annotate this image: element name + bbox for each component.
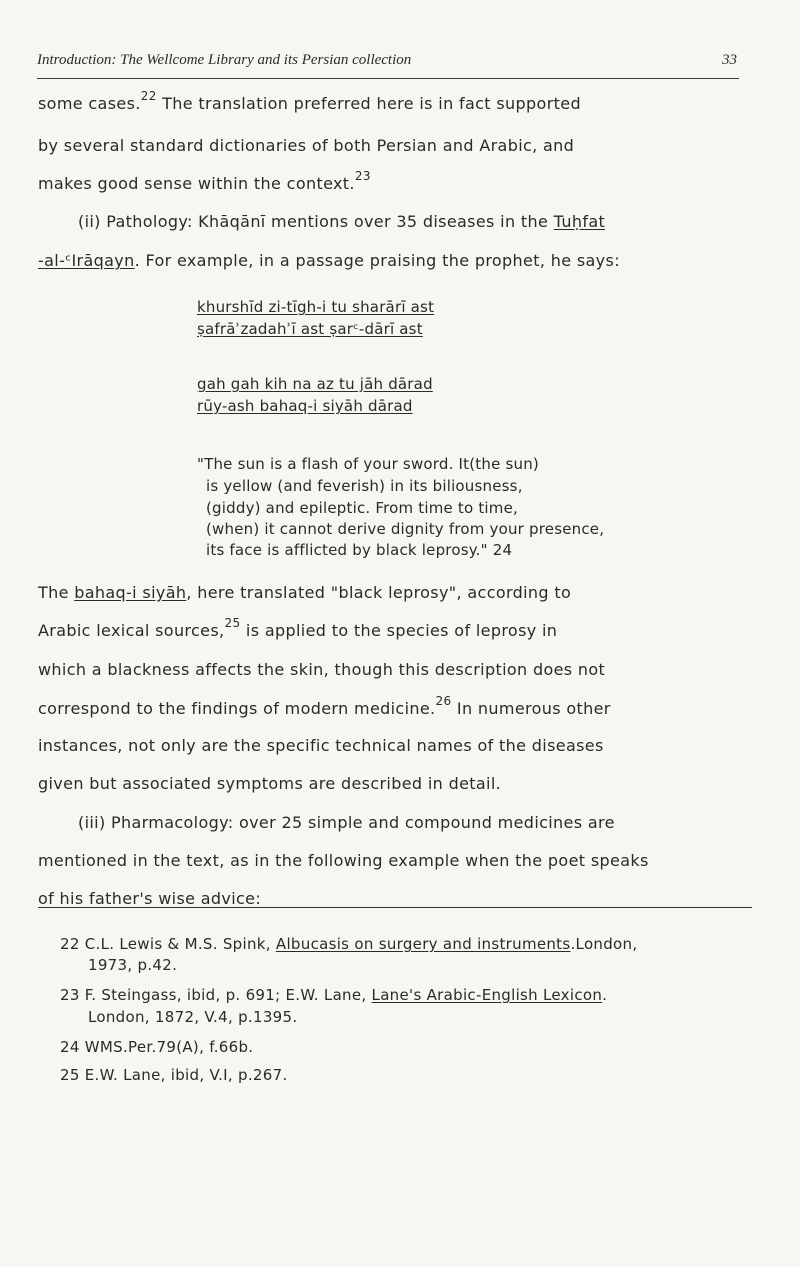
- quote-line: is yellow (and feverish) in its biliousness,: [206, 477, 523, 495]
- footnote-24: 24 WMS.Per.79(A), f.66b.: [60, 1038, 254, 1056]
- body-line: Arabic lexical sources,$^{25}$ is applied to the species of leprosy in: [38, 615, 558, 640]
- body-line: correspond to the findings of modern medicine.$^{26}$ In numerous other: [38, 693, 611, 718]
- body-line: -al-ᶜIrāqayn. For example, in a passage praising the prophet, he says:: [38, 251, 620, 270]
- verse-line: rūy-ash bahaq-i siyāh dārad: [197, 397, 413, 415]
- body-line: by several standard dictionaries of both Persian and Arabic, and: [38, 136, 575, 155]
- body-line: of his father's wise advice:: [38, 889, 262, 908]
- verse-line: gah gah kih na az tu jāh dārad: [197, 375, 433, 393]
- book-title: Albucasis on surgery and instruments: [275, 935, 571, 953]
- verse-line: khurshīd zi-tīgh-i tu sharārī ast: [197, 298, 435, 316]
- verse-line: ṣafrāʾzadahʾī ast ṣarᶜ-dārī ast: [197, 320, 423, 338]
- body-line: (ii) Pathology: Khāqānī mentions over 35 diseases in the Tuḥfat: [78, 212, 606, 231]
- quote-line: (when) it cannot derive dignity from your presence,: [206, 520, 605, 538]
- quote-line: "The sun is a flash of your sword. It(the sun): [197, 455, 539, 473]
- running-title: Introduction: The Wellcome Library and its Persian collection: [37, 52, 412, 68]
- body-line: which a blackness affects the skin, though this description does not: [38, 660, 606, 679]
- body-line: some cases.$^{22}$ The translation preferred here is in fact supported: [38, 88, 581, 113]
- body-line: The bahaq-i siyāh, here translated "black leprosy", according to: [38, 583, 572, 602]
- page-number: 33: [722, 52, 737, 68]
- footnote-ref: 26: [435, 693, 452, 708]
- term: bahaq-i siyāh: [74, 583, 187, 602]
- footnote-ref: 25: [224, 615, 241, 630]
- work-title: Tuḥfat: [553, 212, 606, 231]
- quote-line: its face is afflicted by black leprosy." 24: [206, 541, 513, 559]
- footnote-22-cont: 1973, p.42.: [88, 956, 178, 974]
- footnote-23-cont: London, 1872, V.4, p.1395.: [88, 1008, 298, 1026]
- body-line: mentioned in the text, as in the following example when the poet speaks: [38, 851, 649, 870]
- running-header: [37, 52, 739, 79]
- body-line: (iii) Pharmacology: over 25 simple and compound medicines are: [78, 813, 615, 832]
- footnote-ref: 22: [140, 88, 157, 103]
- work-title: -al-ᶜIrāqayn: [38, 251, 135, 270]
- footnote-25: 25 E.W. Lane, ibid, V.I, p.267.: [60, 1066, 288, 1084]
- footnote-divider: [38, 907, 752, 908]
- footnote-ref: 23: [354, 168, 371, 183]
- quote-line: (giddy) and epileptic. From time to time,: [206, 499, 519, 517]
- footnote-22: 22 C.L. Lewis & M.S. Spink, Albucasis on surgery and instruments.London,: [60, 935, 638, 953]
- footnote-23: 23 F. Steingass, ibid, p. 691; E.W. Lane, Lane's Arabic-English Lexicon.: [60, 986, 608, 1004]
- body-line: makes good sense within the context.$^{23}$: [38, 168, 371, 193]
- body-line: instances, not only are the specific technical names of the diseases: [38, 736, 604, 755]
- book-title: Lane's Arabic-English Lexicon: [371, 986, 603, 1004]
- body-line: given but associated symptoms are described in detail.: [38, 774, 502, 793]
